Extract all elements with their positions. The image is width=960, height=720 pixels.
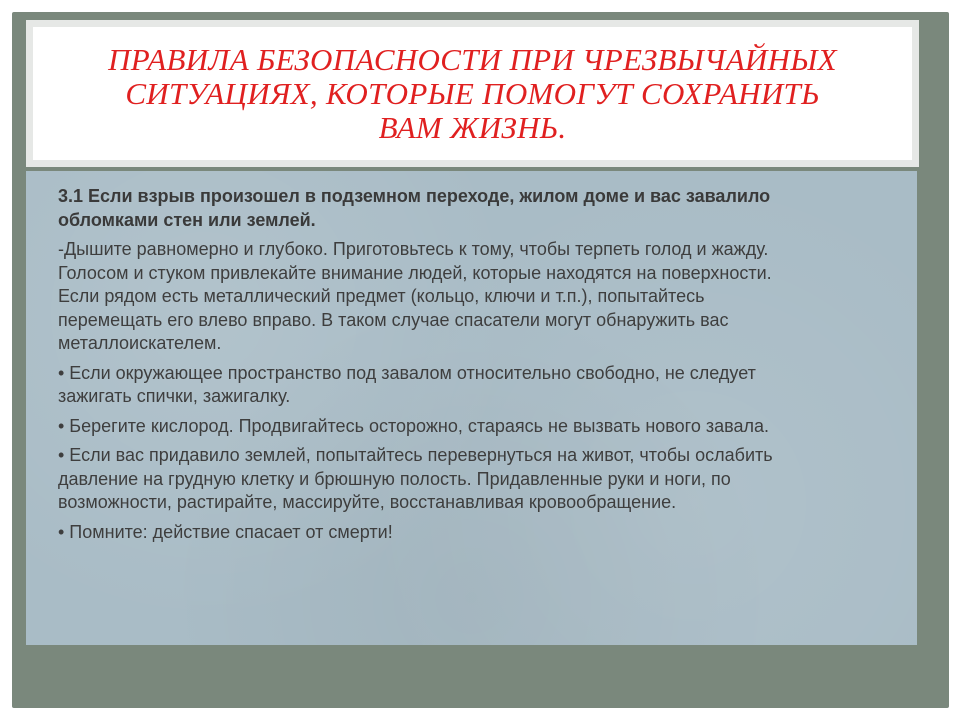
content-box (26, 171, 917, 645)
paragraph-line: -Дышите равномерно и глубоко. Приготовьтесь к тому, чтобы терпеть голод и жажду. (58, 239, 769, 259)
slide-title-line-1: ПРАВИЛА БЕЗОПАСНОСТИ ПРИ ЧРЕЗВЫЧАЙНЫХ (108, 41, 837, 77)
bullet-no-fire (58, 362, 908, 409)
paragraph-line: давление на грудную клетку и брюшную полость. Придавленные руки и ноги, по (58, 468, 731, 489)
paragraph-line: возможности, растирайте, массируйте, восстанавливая кровообращение. (58, 492, 677, 512)
title-box (26, 20, 919, 167)
paragraph-line: Голосом и стуком привлекайте внимание людей, которые находятся на поверхности. (58, 262, 772, 283)
paragraph-line: Если рядом есть металлический предмет (кольцо, ключи и т.п.), попытайтесь (58, 286, 705, 306)
section-heading-line: 3.1 Если взрыв произошел в подземном переходе, жилом доме и вас завалило (58, 186, 771, 206)
bullet-remember (58, 521, 908, 545)
section-heading-line: обломками стен или землей. (58, 209, 316, 230)
paragraph-line: перемещать его влево вправо. В таком случае спасатели могут обнаружить вас (58, 309, 729, 330)
paragraph-line: • Если вас придавило землей, попытайтесь перевернуться на живот, чтобы ослабить (58, 445, 773, 465)
slide-title-line-2: СИТУАЦИЯХ, КОТОРЫЕ ПОМОГУТ СОХРАНИТЬ (125, 75, 820, 111)
paragraph-line: зажигать спички, зажигалку. (58, 386, 291, 406)
section-heading (58, 185, 908, 232)
paragraph-breathing (58, 238, 908, 356)
paragraph-line: • Берегите кислород. Продвигайтесь осторожно, стараясь не вызвать нового завала. (58, 415, 769, 436)
content-text (58, 185, 908, 550)
bullet-oxygen (58, 415, 908, 439)
paragraph-line: • Если окружающее пространство под завалом относительно свободно, не следует (58, 362, 756, 383)
paragraph-line: металлоискателем. (58, 333, 222, 353)
bullet-pressed-by-earth (58, 444, 908, 515)
slide-title-line-3: ВАМ ЖИЗНЬ. (378, 109, 567, 145)
paragraph-line: • Помните: действие спасает от смерти! (58, 521, 393, 542)
